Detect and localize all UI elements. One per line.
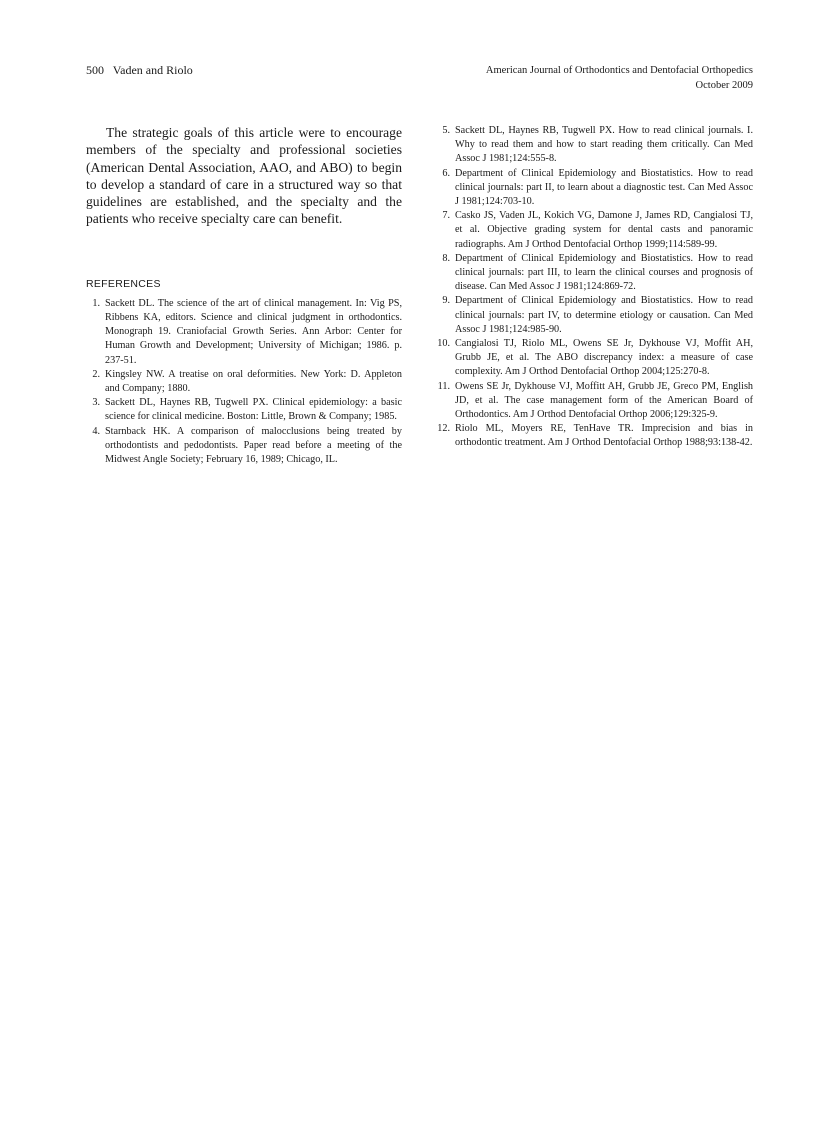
reference-item (436, 167, 753, 210)
journal-title: American Journal of Orthodontics and Dentofacial Orthopedics (485, 65, 753, 76)
reference-item (86, 297, 402, 368)
reference-list-left (86, 297, 402, 467)
reference-text: Owens SE Jr, Dykhouse VJ, Moffitt AH, Grubb JE, Greco PM, English JD, et al. The case management form of the American Board of Orthodontics. Am J Orthod Dentofacial Orthop 2006;129:325-9. (455, 380, 753, 421)
reference-number: 11. (437, 380, 450, 392)
reference-list-right (436, 124, 753, 451)
reference-number: 3. (92, 397, 100, 409)
reference-item (86, 396, 402, 424)
reference-item (436, 294, 753, 337)
references-heading: REFERENCES (86, 277, 161, 290)
reference-text: Starnback HK. A comparison of malocclusions being treated by orthodontists and pedodontists. Paper read before a meeting of the Midwest Angle Society; February 16, 1989; Chicago, IL. (105, 425, 402, 466)
reference-item (86, 425, 402, 468)
reference-text: Cangialosi TJ, Riolo ML, Owens SE Jr, Dykhouse VJ, Moffit AH, Grubb JE, et al. The ABO discrepancy index: a measure of case complexity. Am J Orthod Dentofacial Orthop 2004;125:270-8. (455, 338, 753, 378)
reference-number: 4. (92, 425, 100, 437)
running-authors: Vaden and Riolo (112, 63, 193, 77)
reference-text: Sackett DL, Haynes RB, Tugwell PX. Clinical epidemiology: a basic science for clinical medicine. Boston: Little, Brown & Company; 1985. (105, 397, 402, 423)
left-column (86, 124, 402, 467)
reference-text: Department of Clinical Epidemiology and Biostatistics. How to read clinical journals: part II, to learn about a diagnostic test. Can Med Assoc J 1981;124:703-10. (455, 167, 753, 208)
reference-number: 7. (442, 210, 450, 222)
running-header-left (86, 63, 193, 78)
reference-number: 10. (437, 338, 450, 350)
reference-text: Department of Clinical Epidemiology and Biostatistics. How to read clinical journals: part IV, to determine etiology or causation. Can Med Assoc J 1981;124:985-90. (455, 295, 753, 335)
reference-number: 12. (437, 423, 450, 435)
reference-text: Department of Clinical Epidemiology and Biostatistics. How to read clinical journals: part III, to learn the clinical courses and prognosis of disease. Can Med Assoc J 1981;124:869-72. (455, 252, 753, 293)
reference-text: Sackett DL, Haynes RB, Tugwell PX. How to read clinical journals. I. Why to read them and how to start reading them critically. Can Med Assoc J 1981;124:555-8. (455, 125, 753, 165)
reference-number: 6. (442, 167, 450, 179)
reference-number: 8. (442, 252, 450, 264)
reference-number: 1. (92, 297, 100, 309)
running-header-right (486, 64, 753, 93)
body-paragraph: The strategic goals of this article were to encourage members of the specialty and professional societies (American Dental Association, AAO, and ABO) to begin to develop a standard of care in a structured way so that guidelines are established, and the specialty and the patients who receive specialty care can benefit. (86, 125, 402, 227)
issue-date: October 2009 (695, 79, 753, 91)
reference-item (436, 380, 753, 423)
reference-item (86, 368, 402, 396)
reference-number: 9. (442, 295, 450, 307)
reference-item (436, 124, 753, 167)
reference-number: 2. (92, 368, 100, 380)
right-column (436, 124, 753, 451)
reference-text: Sackett DL. The science of the art of clinical management. In: Vig PS, Ribbens KA, editors. Science and clinical judgment in orthodontics. Monograph 19. Craniofacial Growth Series. Ann Arbor: Center for Human Growth and Development; University of Michigan; 1986. p. 237-51. (105, 297, 402, 366)
reference-item (436, 209, 753, 252)
page-number: 500 (86, 63, 104, 77)
reference-text: Casko JS, Vaden JL, Kokich VG, Damone J, James RD, Cangialosi TJ, et al. Objective grading system for dental casts and panoramic radiographs. Am J Orthod Dentofacial Orthop 1999;114:589-99. (455, 210, 753, 250)
reference-text: Riolo ML, Moyers RE, TenHave TR. Imprecision and bias in orthodontic treatment. Am J Orthod Dentofacial Orthop 1988;93:138-42. (455, 423, 753, 449)
reference-text: Kingsley NW. A treatise on oral deformities. New York: D. Appleton and Company; 1880. (105, 368, 402, 394)
reference-item (436, 422, 753, 450)
reference-number: 5. (442, 125, 450, 136)
reference-item (436, 337, 753, 380)
reference-item (436, 252, 753, 295)
